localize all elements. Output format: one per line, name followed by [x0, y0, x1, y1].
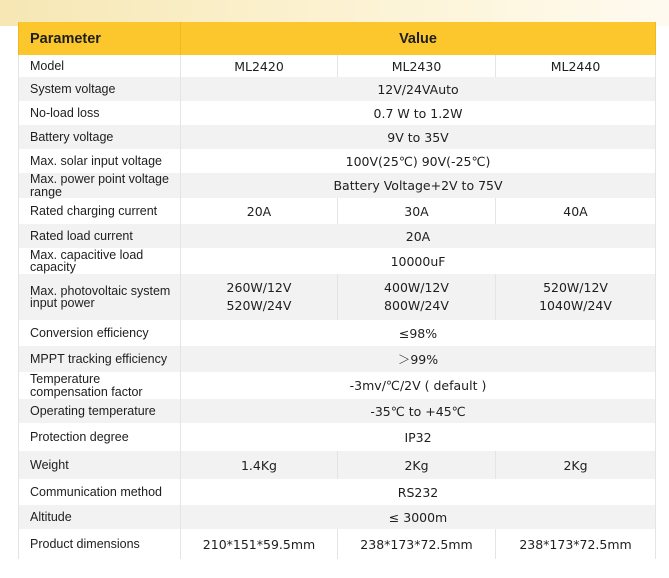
value-ml2430: 2Kg [338, 451, 496, 479]
header-value: Value [181, 22, 656, 55]
param-label: System voltage [19, 77, 181, 101]
param-label: Product dimensions [19, 529, 181, 559]
value-cell: 9V to 35V [181, 125, 656, 149]
row-max-pv-input-power [19, 274, 656, 320]
row-system-voltage [19, 77, 656, 101]
param-label: Battery voltage [19, 125, 181, 149]
value-cell: Battery Voltage+2V to 75V [181, 173, 656, 198]
value-ml2420 [181, 274, 338, 320]
power-24v: 520W/24V [226, 298, 292, 313]
param-label: Conversion efficiency [19, 320, 181, 346]
row-no-load-loss [19, 101, 656, 125]
param-label: Operating temperature [19, 399, 181, 423]
value-ml2430: 30A [338, 198, 496, 224]
value-cell: ≤98% [181, 320, 656, 346]
header-parameter: Parameter [19, 22, 181, 55]
row-model [19, 55, 656, 77]
value-ml2440 [496, 274, 656, 320]
row-mppt-tracking-efficiency [19, 346, 656, 372]
param-label: Max. photovoltaic system input power [19, 274, 181, 320]
param-label: MPPT tracking efficiency [19, 346, 181, 372]
row-altitude [19, 505, 656, 529]
value-ml2440: ML2440 [496, 55, 656, 77]
param-label: Altitude [19, 505, 181, 529]
param-label: Rated charging current [19, 198, 181, 224]
row-product-dimensions [19, 529, 656, 559]
value-cell: ＞99% [181, 346, 656, 372]
value-cell: RS232 [181, 479, 656, 505]
value-cell: 10000uF [181, 248, 656, 274]
power-24v: 1040W/24V [539, 298, 612, 313]
power-12v: 520W/12V [543, 280, 608, 295]
value-ml2430: 238*173*72.5mm [338, 529, 496, 559]
value-cell: 100V(25℃) 90V(-25℃) [181, 149, 656, 173]
value-cell: -35℃ to +45℃ [181, 399, 656, 423]
row-max-capacitive-load [19, 248, 656, 274]
param-label: Max. solar input voltage [19, 149, 181, 173]
row-conversion-efficiency [19, 320, 656, 346]
param-label: Model [19, 55, 181, 77]
value-cell: -3mv/℃/2V ( default ) [181, 372, 656, 399]
row-weight [19, 451, 656, 479]
param-label: Max. capacitive load capacity [19, 248, 181, 274]
value-ml2430: ML2430 [338, 55, 496, 77]
row-rated-charging-current [19, 198, 656, 224]
specification-table [18, 22, 656, 559]
value-ml2420: ML2420 [181, 55, 338, 77]
value-cell: 12V/24VAuto [181, 77, 656, 101]
row-battery-voltage [19, 125, 656, 149]
row-max-solar-input-voltage [19, 149, 656, 173]
power-24v: 800W/24V [384, 298, 449, 313]
row-mppt-voltage-range [19, 173, 656, 198]
value-cell: IP32 [181, 423, 656, 451]
row-operating-temperature [19, 399, 656, 423]
param-label: Temperature compensation factor [19, 372, 181, 399]
param-label: Communication method [19, 479, 181, 505]
value-cell: ≤ 3000m [181, 505, 656, 529]
value-ml2420: 210*151*59.5mm [181, 529, 338, 559]
power-12v: 400W/12V [384, 280, 449, 295]
value-ml2440: 40A [496, 198, 656, 224]
value-ml2430 [338, 274, 496, 320]
value-ml2420: 20A [181, 198, 338, 224]
value-cell: 20A [181, 224, 656, 248]
param-label: No-load loss [19, 101, 181, 125]
power-12v: 260W/12V [226, 280, 292, 295]
table-header-row [19, 22, 656, 55]
value-ml2420: 1.4Kg [181, 451, 338, 479]
row-protection-degree [19, 423, 656, 451]
param-label: Rated load current [19, 224, 181, 248]
param-label: Weight [19, 451, 181, 479]
value-ml2440: 238*173*72.5mm [496, 529, 656, 559]
row-rated-load-current [19, 224, 656, 248]
row-temperature-compensation [19, 372, 656, 399]
value-cell: 0.7 W to 1.2W [181, 101, 656, 125]
param-label: Protection degree [19, 423, 181, 451]
param-label: Max. power point voltage range [19, 173, 181, 198]
value-ml2440: 2Kg [496, 451, 656, 479]
row-communication-method [19, 479, 656, 505]
